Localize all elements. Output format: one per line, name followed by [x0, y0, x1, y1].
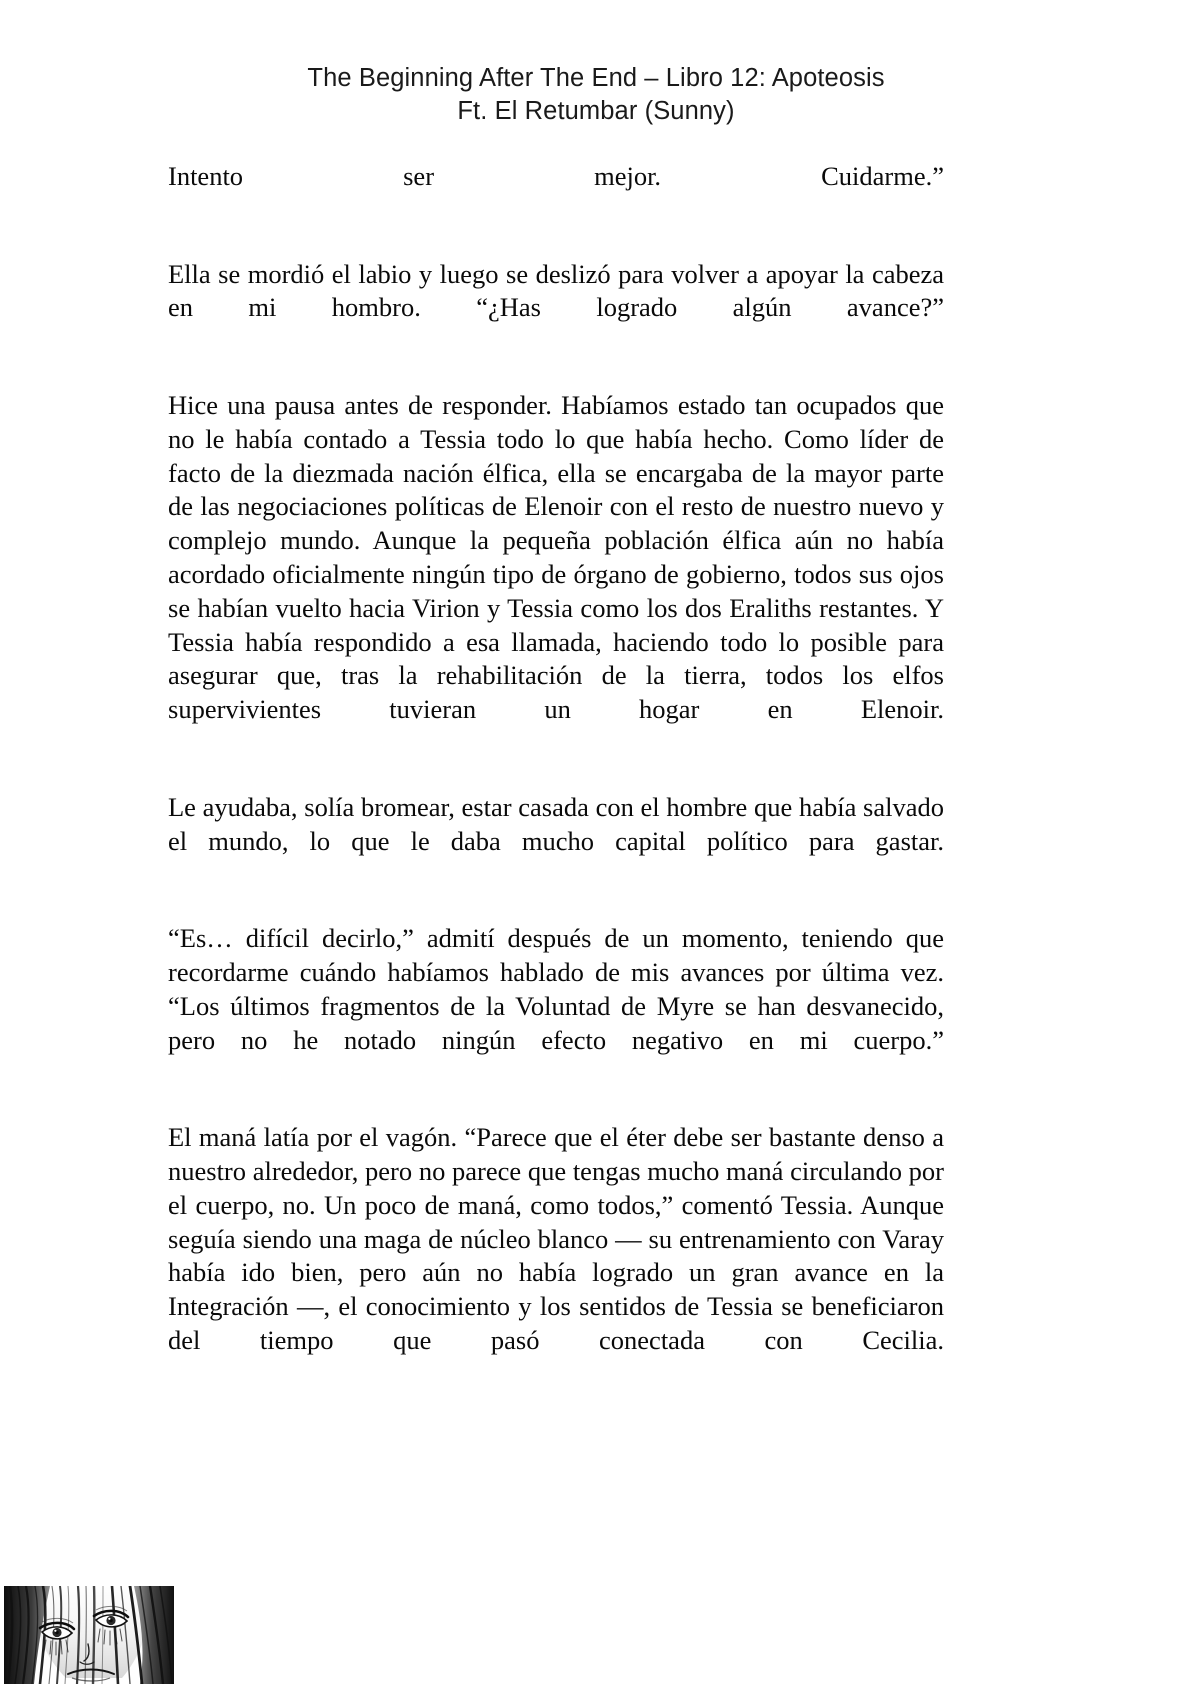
- document-header: [0, 62, 1192, 128]
- header-subtitle-line-2: Ft. El Retumbar (Sunny): [457, 97, 735, 125]
- paragraph: Le ayudaba, solía bromear, estar casada con el hombre que había salvado el mundo, lo que le daba mucho capital político para gastar.: [168, 791, 944, 856]
- paragraph: El maná latía por el vagón. “Parece que el éter debe ser bastante denso a nuestro alrededor, pero no parece que tengas mucho maná circulando por el cuerpo, no. Un poco de maná, como todos,” comentó Tessia. Aunque seguía siendo una maga de núcleo blanco — su entrenamiento con Varay había ido bien, pero aún no había logrado un gran avance en la Integración —, el conocimiento y los sentidos de Tessia se beneficiaron del tiempo que pasó conectada con Cecilia.: [168, 1122, 944, 1355]
- header-title-line-1: The Beginning After The End – Libro 12: Apoteosis: [307, 64, 885, 92]
- document-body: [168, 160, 944, 1392]
- paragraph: Ella se mordió el labio y luego se deslizó para volver a apoyar la cabeza en mi hombro. “¿Has logrado algún avance?”: [168, 258, 944, 323]
- paragraph: Hice una pausa antes de responder. Habíamos estado tan ocupados que no le había contado a Tessia todo lo que había hecho. Como líder de facto de la diezmada nación élfica, ella se encargaba de la mayor parte de las negociaciones políticas de Elenoir con el resto de nuestro nuevo y complejo mundo. Aunque la pequeña población élfica aún no había acordado oficialmente ningún tipo de órgano de gobierno, todos sus ojos se habían vuelto hacia Virion y Tessia como los dos Eraliths restantes. Y Tessia había respondido a esa llamada, haciendo todo lo posible para asegurar que, tras la rehabilitación de la tierra, todos los elfos supervivientes tuvieran un hogar en Elenoir.: [168, 389, 944, 725]
- paragraph: Intento ser mejor. Cuidarme.”: [168, 161, 944, 191]
- paragraph: “Es… difícil decirlo,” admití después de un momento, teniendo que recordarme cuándo habíamos hablado de mis avances por última vez. “Los últimos fragmentos de la Voluntad de Myre se han desvanecido, pero no he notado ningún efecto negativo en mi cuerpo.”: [168, 923, 944, 1055]
- manga-face-illustration: [4, 1586, 174, 1684]
